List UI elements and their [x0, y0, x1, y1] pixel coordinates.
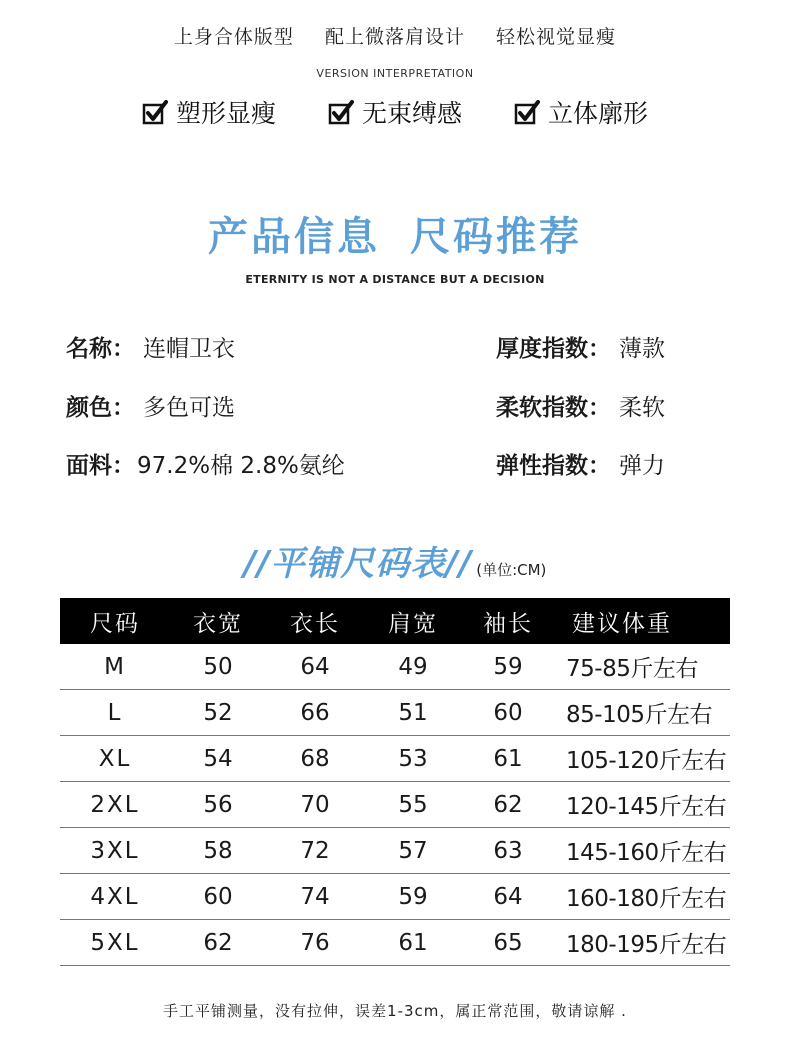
info-value: 97.2%棉 2.8%氨纶 [137, 453, 345, 479]
measure-cell: 60 [462, 690, 554, 736]
banner-segment: 上身合体版型 [173, 26, 294, 48]
column-header: 袖长 [462, 598, 554, 644]
weight-cell: 75-85斤左右 [554, 644, 730, 690]
table-header-row [60, 598, 730, 644]
info-row-elasticity [496, 447, 665, 480]
checkbox-checked-icon [328, 99, 354, 125]
measure-cell: 58 [170, 828, 266, 874]
table-row [60, 782, 730, 828]
measure-cell: 62 [462, 782, 554, 828]
column-header: 衣宽 [170, 598, 266, 644]
weight-cell: 85-105斤左右 [554, 690, 730, 736]
weight-cell: 105-120斤左右 [554, 736, 730, 782]
measure-cell: 56 [170, 782, 266, 828]
measure-cell: 61 [364, 920, 462, 966]
table-row [60, 828, 730, 874]
measure-cell: 66 [266, 690, 364, 736]
measure-cell: 57 [364, 828, 462, 874]
measure-cell: 60 [170, 874, 266, 920]
size-table-heading: //平铺尺码表// [243, 544, 473, 584]
size-cell: 2XL [60, 782, 170, 828]
feature-item [514, 94, 648, 130]
column-header: 肩宽 [364, 598, 462, 644]
info-row-name [66, 330, 235, 363]
weight-cell: 160-180斤左右 [554, 874, 730, 920]
measure-cell: 61 [462, 736, 554, 782]
measure-cell: 52 [170, 690, 266, 736]
info-key: 厚度指数： [496, 336, 611, 362]
column-header: 衣长 [266, 598, 364, 644]
info-value: 弹力 [619, 453, 665, 479]
size-table-title [0, 536, 790, 585]
feature-list [0, 94, 790, 130]
info-value: 柔软 [619, 395, 665, 421]
info-value: 薄款 [619, 336, 665, 362]
info-value: 连帽卫衣 [143, 336, 235, 362]
info-row-softness [496, 389, 665, 422]
measure-cell: 59 [462, 644, 554, 690]
measure-cell: 59 [364, 874, 462, 920]
weight-cell: 145-160斤左右 [554, 828, 730, 874]
column-header: 尺码 [60, 598, 170, 644]
info-key: 颜色： [66, 395, 135, 421]
size-cell: 3XL [60, 828, 170, 874]
measure-cell: 70 [266, 782, 364, 828]
info-key: 面料： [66, 453, 135, 479]
measure-cell: 62 [170, 920, 266, 966]
size-table-unit: (单位:CM) [476, 561, 547, 579]
size-cell: L [60, 690, 170, 736]
table-row [60, 736, 730, 782]
info-key: 柔软指数： [496, 395, 611, 421]
info-row-color [66, 389, 235, 422]
section-title [0, 205, 790, 262]
info-value: 多色可选 [143, 395, 235, 421]
banner-headline [0, 22, 790, 49]
size-cell: 4XL [60, 874, 170, 920]
table-row [60, 690, 730, 736]
section-title-part: 尺码推荐 [410, 214, 582, 260]
feature-label: 无束缚感 [361, 99, 462, 128]
measure-cell: 63 [462, 828, 554, 874]
measure-cell: 49 [364, 644, 462, 690]
feature-item [142, 94, 276, 130]
measurement-note: 手工平铺测量，没有拉伸，误差1-3cm，属正常范围，敬请谅解 . [163, 1002, 627, 1020]
measure-cell: 54 [170, 736, 266, 782]
feature-item [328, 94, 462, 130]
size-cell: XL [60, 736, 170, 782]
feature-label: 立体廓形 [548, 99, 649, 128]
table-row [60, 874, 730, 920]
banner-segment: 轻松视觉显瘦 [496, 26, 617, 48]
measure-cell: 72 [266, 828, 364, 874]
info-key: 名称： [66, 336, 135, 362]
section-title-part: 产品信息 [208, 214, 380, 260]
feature-label: 塑形显瘦 [175, 99, 276, 128]
weight-cell: 120-145斤左右 [554, 782, 730, 828]
info-row-fabric [66, 447, 345, 480]
table-row [60, 644, 730, 690]
column-header: 建议体重 [554, 598, 730, 644]
banner-segment: 配上微落肩设计 [324, 26, 465, 48]
size-cell: M [60, 644, 170, 690]
banner-subtitle: VERSION INTERPRETATION [316, 67, 474, 80]
info-row-thickness [496, 330, 665, 363]
size-cell: 5XL [60, 920, 170, 966]
measure-cell: 74 [266, 874, 364, 920]
info-key: 弹性指数： [496, 453, 611, 479]
measure-cell: 53 [364, 736, 462, 782]
measure-cell: 68 [266, 736, 364, 782]
section-subtitle: ETERNITY IS NOT A DISTANCE BUT A DECISION [245, 273, 545, 286]
measure-cell: 64 [266, 644, 364, 690]
checkbox-checked-icon [142, 99, 168, 125]
size-table [60, 598, 730, 966]
measure-cell: 50 [170, 644, 266, 690]
measure-cell: 76 [266, 920, 364, 966]
measure-cell: 64 [462, 874, 554, 920]
checkbox-checked-icon [514, 99, 540, 125]
weight-cell: 180-195斤左右 [554, 920, 730, 966]
measure-cell: 65 [462, 920, 554, 966]
table-row [60, 920, 730, 966]
measure-cell: 55 [364, 782, 462, 828]
measure-cell: 51 [364, 690, 462, 736]
